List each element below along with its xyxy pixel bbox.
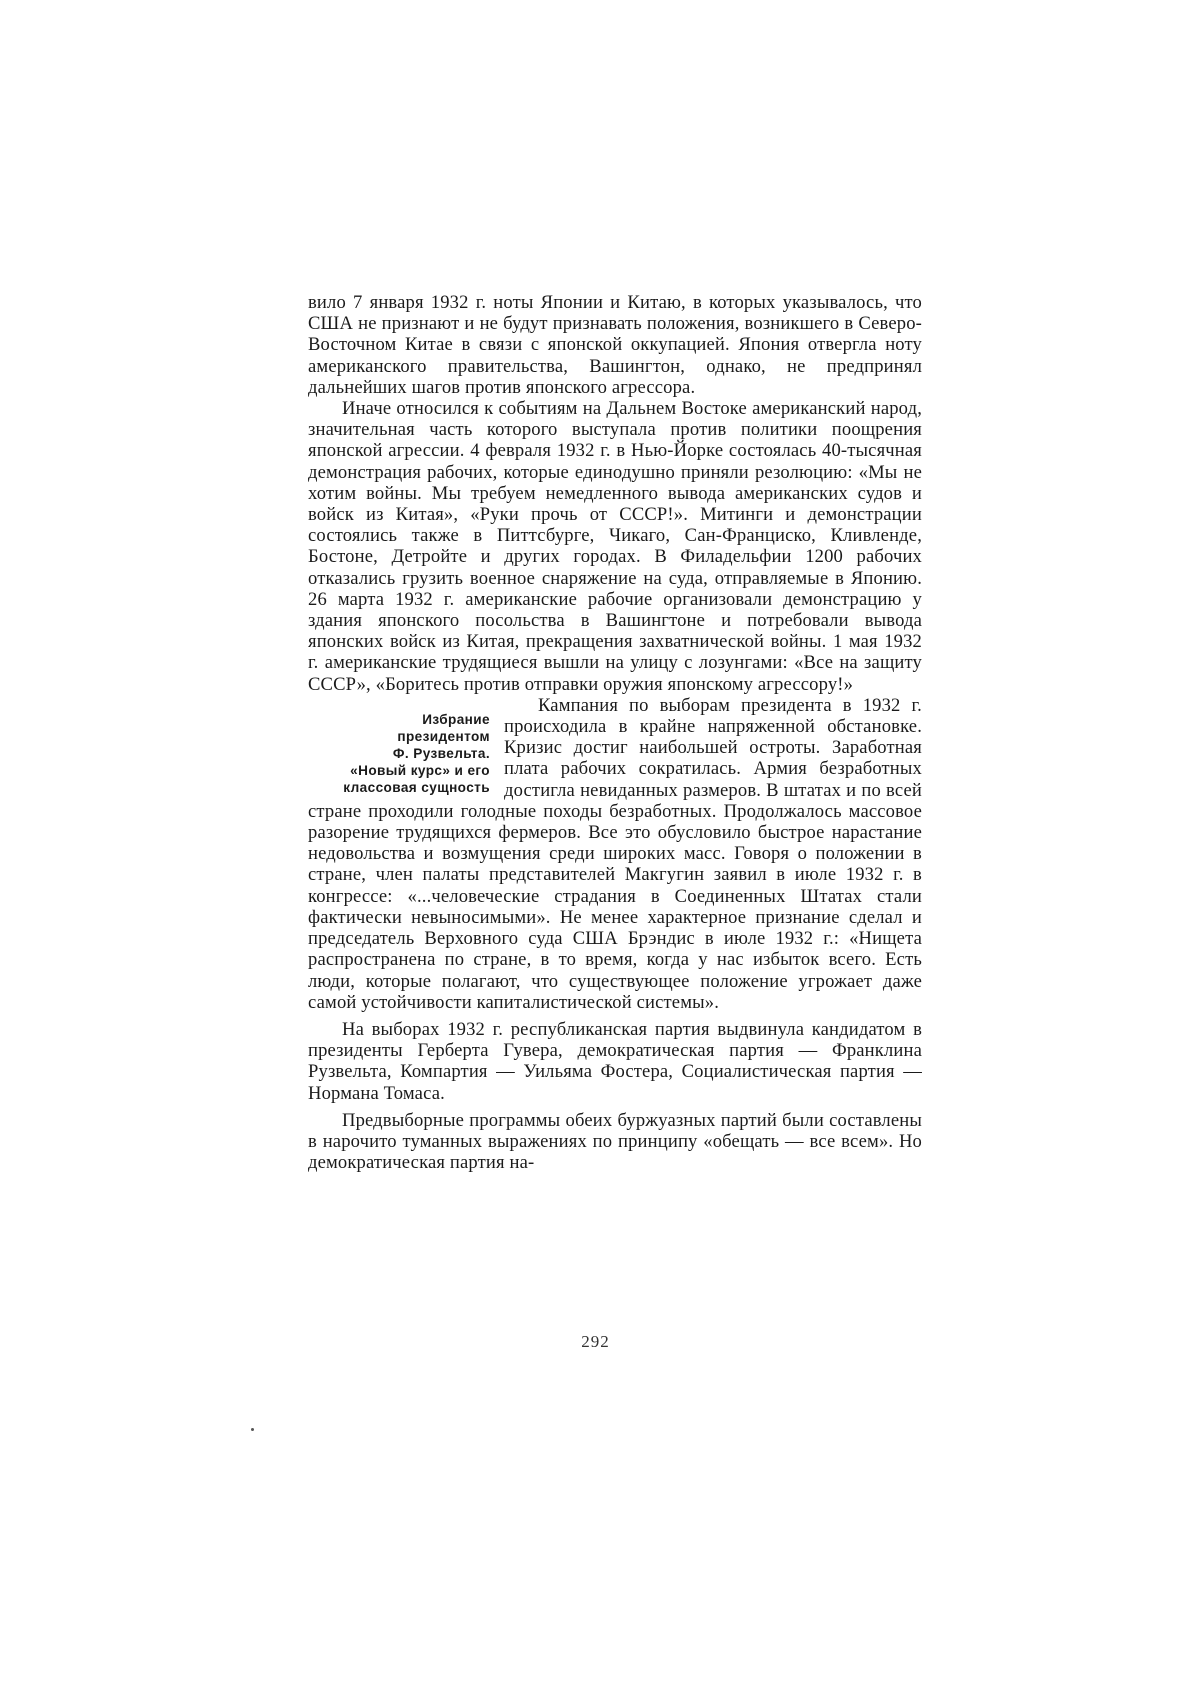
sidenote-line: «Новый курс» и его bbox=[350, 762, 490, 778]
paragraph-election-campaign: Кампания по выборам президента в 1932 г. происходила в крайне напряженной обстановке. Кризис достиг наибольшей остроты. Заработная плата рабочих сократилась. Армия безработных достигла невиданных размеров. В штатах и по всей стране проходили голодные походы безработных. Продолжалось массовое разорение трудящихся фермеров. Все это обусловило быстрое нарастание недовольства и возмущения среди широких масс. Говоря о положении в стране, член палаты представителей Макгугин заявил в июле 1932 г. в конгрессе: «...человеческие страдания в Соединенных Штатах стали фактически невыносимыми». Не менее характерное признание сделал и председатель Верховного суда США Брэндис в июле 1932 г.: «Нищета распространена по стране, в то время, когда у нас избыток всего. Есть люди, которые полагают, что существующее положение угрожает даже самой устойчивости капиталистической системы». bbox=[308, 694, 922, 1013]
page-number: 292 bbox=[581, 1332, 610, 1351]
section-sidenote bbox=[308, 711, 490, 796]
sidenote-line: классовая сущность bbox=[343, 779, 490, 795]
body-text bbox=[308, 292, 922, 1173]
paragraph-nota-continuation: вило 7 января 1932 г. ноты Японии и Китаю, в которых указывалось, что США не признают и не будут признавать положения, возникшего в Северо-Восточном Китае в связи с японской оккупацией. Япония отвергла ноту американского правительства, Вашингтон, однако, не предпринял дальнейших шагов против японского агрессора. bbox=[308, 292, 922, 398]
scan-speck bbox=[251, 1428, 254, 1431]
paragraph-american-people: Иначе относился к событиям на Дальнем Востоке американский народ, значительная часть которого выступала против политики поощрения японской агрессии. 4 февраля 1932 г. в Нью-Йорке состоялась 40-тысячная демонстрация рабочих, которые единодушно приняли резолюцию: «Мы не хотим войны. Мы требуем немедленного вывода американских судов и войск из Китая», «Руки прочь от СССР!». Митинги и демонстрации состоялись также в Питтсбурге, Чикаго, Сан-Франциско, Кливленде, Бостоне, Детройте и других городах. В Филадельфии 1200 рабочих отказались грузить военное снаряжение на суда, отправляемые в Японию. 26 марта 1932 г. американские рабочие организовали демонстрацию у здания японского посольства в Вашингтоне и потребовали вывода японских войск из Китая, прекращения захватнической войны. 1 мая 1932 г. американские трудящиеся вышли на улицу с лозунгами: «Все на защиту СССР», «Боритесь против отправки оружия японскому агрессору!» bbox=[308, 398, 922, 695]
paragraph-candidates: На выборах 1932 г. республиканская партия выдвинула кандидатом в президенты Герберта Гувера, демократическая партия — Франклина Рузвельта, Компартия — Уильяма Фостера, Социалистическая партия — Нормана Томаса. bbox=[308, 1018, 922, 1104]
sidenote-line: Избрание bbox=[422, 711, 490, 727]
sidenote-line: президентом bbox=[397, 728, 490, 744]
sidenote-line: Ф. Рузвельта. bbox=[392, 745, 490, 761]
paragraph-programs: Предвыборные программы обеих буржуазных партий были составлены в нарочито туманных выражениях по принципу «обещать — все всем». Но демократическая партия на- bbox=[308, 1109, 922, 1174]
